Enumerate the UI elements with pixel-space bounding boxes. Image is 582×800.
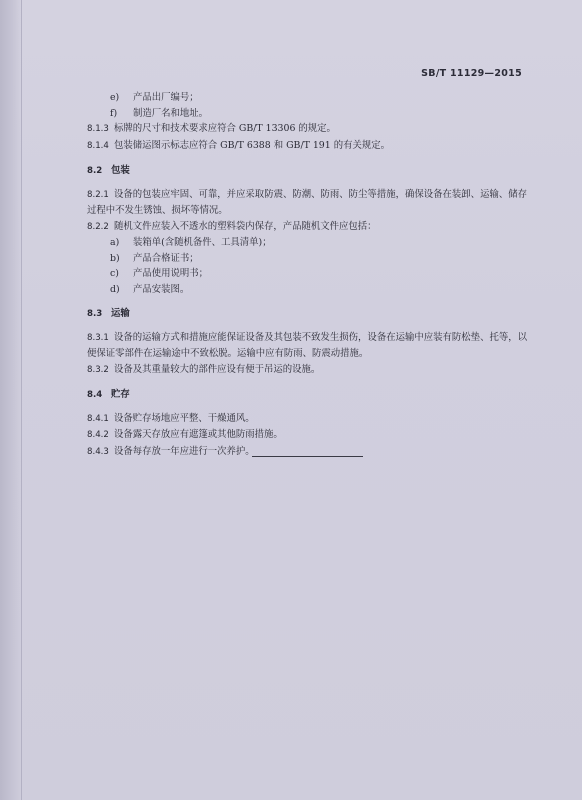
- clause-number: 8.2.2: [87, 221, 109, 232]
- section-number: 8.3: [87, 309, 103, 319]
- section-title: 包装: [111, 165, 130, 176]
- list-marker: e): [110, 92, 120, 103]
- list-item-a: [87, 235, 527, 251]
- clause-number: 8.4.2: [87, 430, 109, 440]
- clause-text: 设备的运输方式和措施应能保证设备及其包装不致发生损伤，设备在运输中应装有防松垫、托等，以便保证零部件在运输途中不致松脱。运输中应有防雨、防震动措施。: [87, 331, 527, 359]
- list-marker: b): [110, 252, 120, 264]
- document-body: [87, 90, 527, 460]
- clause-text: 随机文件应装入不透水的塑料袋内保存，产品随机文件应包括：: [114, 220, 377, 232]
- list-item-text: 装箱单(含随机备件、工具清单)；: [133, 237, 272, 248]
- clause-number: 8.3.1: [87, 332, 109, 343]
- list-marker: a): [110, 237, 120, 248]
- clause-8-2-1: [87, 187, 527, 219]
- list-marker: f): [110, 107, 118, 119]
- list-item-f: [87, 106, 527, 122]
- binding-line: [21, 0, 22, 800]
- list-item-c: [87, 266, 527, 282]
- clause-text: 标牌的尺寸和技术要求应符合 GB/T 13306 的规定。: [114, 123, 336, 134]
- list-item-e: [87, 90, 527, 106]
- list-marker: d): [110, 283, 120, 295]
- clause-number: 8.2.1: [87, 189, 109, 200]
- standard-code: SB/T 11129—2015: [421, 68, 522, 79]
- clause-8-1-3: [87, 121, 527, 138]
- clause-number: 8.1.4: [87, 140, 109, 151]
- clause-text: 设备贮存场地应平整、干燥通风。: [114, 412, 255, 424]
- clause-text: 设备及其重量较大的部件应设有便于吊运的设施。: [114, 363, 321, 375]
- list-item-text: 产品使用说明书；: [133, 268, 209, 279]
- clause-8-4-2: [87, 427, 527, 444]
- section-number: 8.4: [87, 390, 103, 400]
- section-heading-8-2: [87, 163, 527, 180]
- binding-edge: [0, 0, 22, 800]
- clause-8-4-3: [87, 444, 527, 461]
- clause-number: 8.4.1: [87, 413, 109, 424]
- clause-number: 8.4.3: [87, 446, 109, 457]
- list-marker: c): [110, 268, 119, 279]
- clause-8-3-2: [87, 362, 527, 379]
- clause-text: 包装储运图示标志应符合 GB/T 6388 和 GB/T 191 的有关规定。: [114, 139, 390, 151]
- clause-number: 8.1.3: [87, 124, 109, 134]
- clause-number: 8.3.2: [87, 364, 109, 375]
- list-item-b: [87, 251, 527, 267]
- clause-text: 设备每存放一年应进行一次养护。: [114, 445, 255, 457]
- clause-8-4-1: [87, 411, 527, 428]
- list-item-text: 制造厂名和地址。: [133, 107, 209, 119]
- list-item-text: 产品出厂编号；: [133, 92, 199, 103]
- section-number: 8.2: [87, 166, 103, 176]
- clause-8-3-1: [87, 330, 527, 362]
- list-item-text: 产品合格证书；: [133, 252, 199, 264]
- end-of-document-rule: [252, 456, 363, 457]
- clause-8-1-4: [87, 138, 527, 155]
- section-title: 贮存: [111, 389, 130, 400]
- section-title: 运输: [111, 308, 130, 319]
- clause-8-2-2: [87, 219, 527, 236]
- section-heading-8-4: [87, 387, 527, 404]
- clause-text: 设备的包装应牢固、可靠，并应采取防震、防潮、防雨、防尘等措施，确保设备在装卸、运输、储存过程中不发生锈蚀、损坏等情况。: [87, 188, 527, 216]
- list-item-text: 产品安装图。: [133, 283, 190, 295]
- section-heading-8-3: [87, 306, 527, 323]
- clause-text: 设备露天存放应有遮篷或其他防雨措施。: [114, 429, 283, 440]
- list-item-d: [87, 282, 527, 298]
